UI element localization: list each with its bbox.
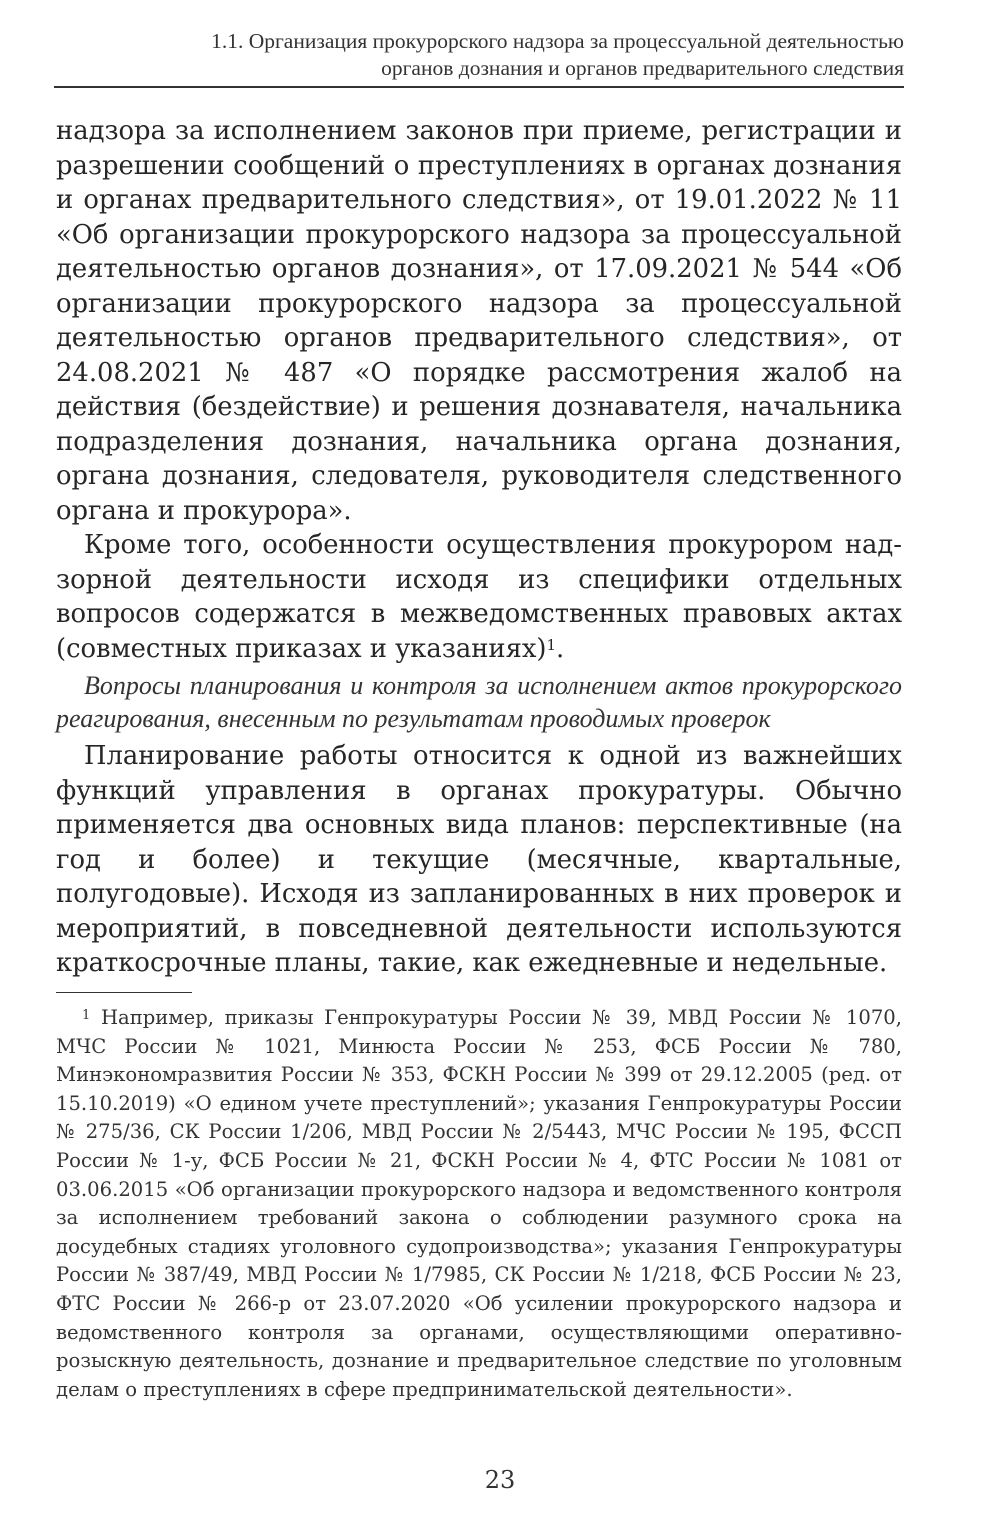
- page-number: 23: [484, 1466, 516, 1494]
- main-text: [56, 114, 902, 981]
- footnote-reference: 1: [546, 635, 557, 654]
- paragraph-planning: Планирование работы относится к одной из важнейших функций управления в органах прокуратуры. Обычно применяется два основных вида планов: перспективные (на год и более) и текущие (месячные, квартальные, полугодовые). Исходя из запланированных в них проверок и мероприятий, в повседневной деятельности используются краткосрочные планы, такие, как ежедневные и недельные.: [56, 741, 902, 978]
- paragraph-text: Кроме того, особенности осуществления прокурором надзорной деятельности исходя из специфики отдельных вопросов содержатся в межведомственных правовых актах (совместных приказах и указаниях): [56, 530, 902, 664]
- italic-section-heading: Вопросы планирования и контроля за исполнением актов прокурорского реагирования, внесенным по результатам проводимых проверок: [56, 671, 902, 733]
- footnote-text: Например, приказы Генпрокуратуры России № 39, МВД России № 1070, МЧС России № 1021, Минюста России № 253, ФСБ России № 780, Минэкономразвития России № 353, ФСКН России № 399 от 29.12.2005 (ред. от 15.10.2019) «О едином учете преступлений»; указания Генпрокуратуры России № 275/36, СК России 1/206, МВД России № 2/5443, МЧС России № 195, ФССП России № 1-у, ФСБ России № 21, ФСКН России № 4, ФТС России № 1081 от 03.06.2015 «Об организации прокурорского надзора и ведомственного контроля за исполнением требований закона о соблюдении разумного срока на досудебных стадиях уголовного судопроизводства»; указания Генпрокуратуры России № 387/49, МВД России № 1/7985, СК России № 1/218, ФСБ России № 23, ФТС России № 266-р от 23.07.2020 «Об усилении прокурорского надзора и ведомственного контроля за органами, осуществляющими оперативно-розыскную деятельность, дознание и предварительное следствие по уголовным делам о преступлениях в сфере предпринимательской деятельности».: [56, 1006, 902, 1401]
- running-header-line-2: органов дознания и органов предварительного следствия: [381, 56, 904, 80]
- footnote: [56, 1004, 902, 1404]
- header-rule: [54, 86, 904, 88]
- running-header: [56, 28, 904, 82]
- footnote-separator: [56, 992, 192, 993]
- footnote-marker: 1: [82, 1008, 91, 1023]
- running-header-line-1: 1.1. Организация прокурорского надзора за процессуальной деятельностью: [211, 29, 904, 53]
- paragraph-interdepartmental-acts: [56, 528, 902, 666]
- paragraph-continued: надзора за исполнением законов при приеме, регистрации и разрешении сообщений о преступлениях в органах дознания и органах предварительного следствия», от 19.01.2022 № 11 «Об организации прокурорского надзора за процессуальной деятельностью органов дознания», от 17.09.2021 № 544 «Об организации прокурорского надзора за процессуальной деятельностью органов предварительного следствия», от 24.08.2021 № 487 «О порядке рассмотрения жалоб на действия (бездействие) и решения дознавателя, начальника подразделения дознания, начальника органа дознания, органа дознания, следователя, руководителя следственного органа и прокурора».: [56, 116, 902, 526]
- paragraph-end: .: [556, 633, 565, 664]
